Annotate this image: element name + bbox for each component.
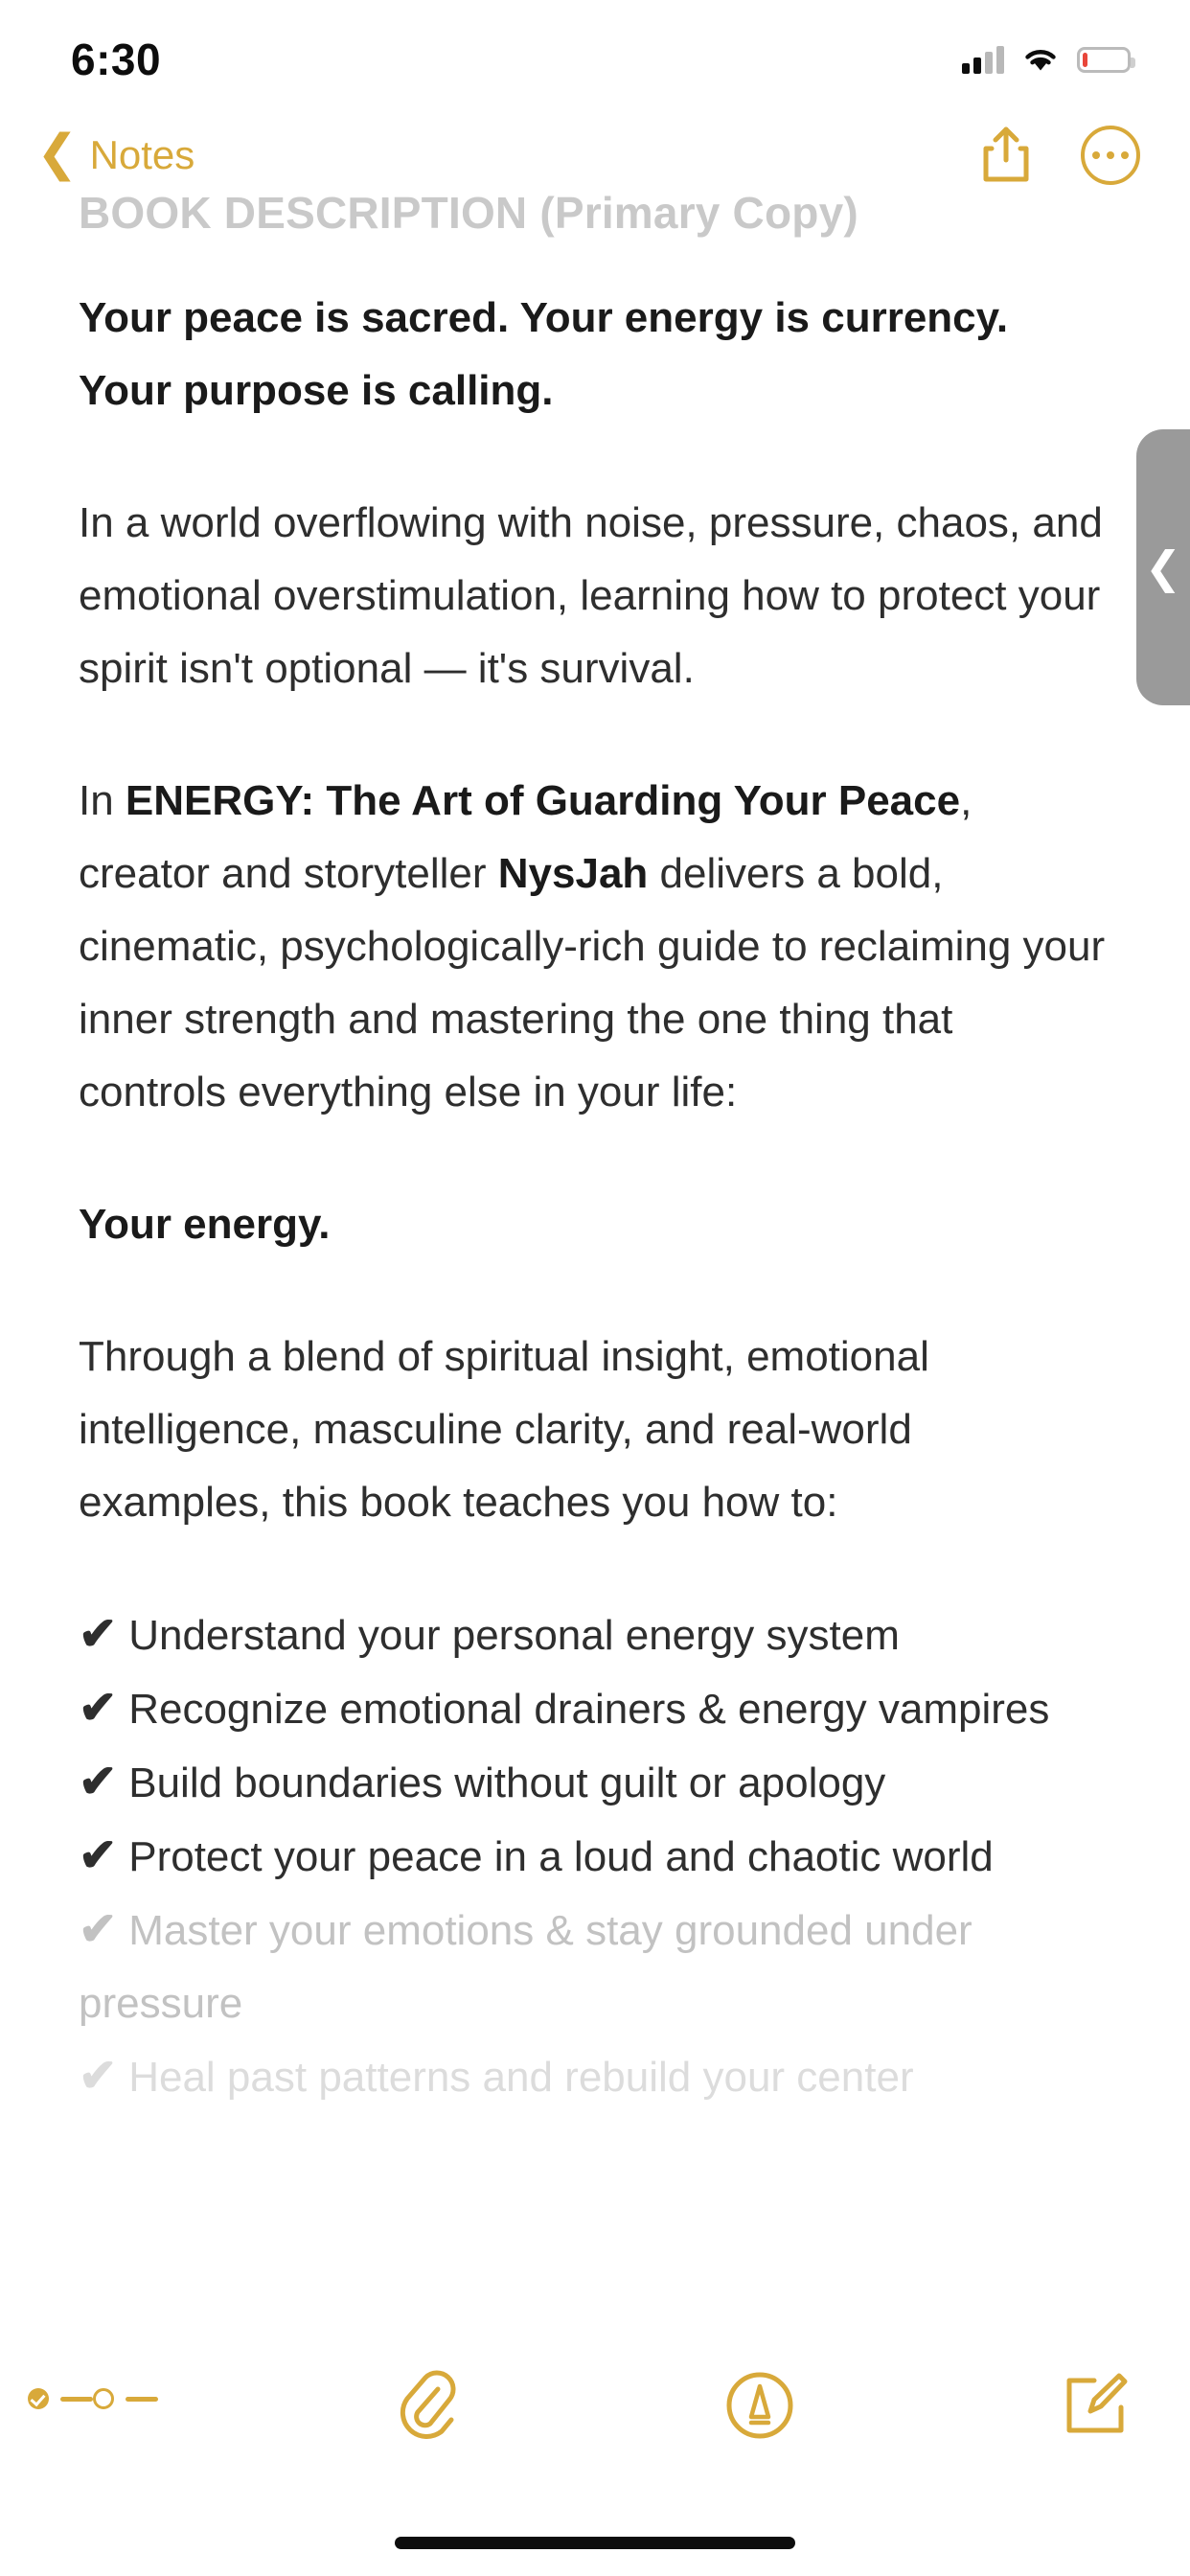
battery-low-icon [1077,47,1131,73]
list-item-label: Protect your peace in a loud and chaotic world [128,1832,994,1880]
wifi-icon [1021,45,1060,74]
list-item [79,1820,1111,1894]
more-options-icon[interactable] [1081,126,1140,185]
note-checklist [79,1598,1111,2114]
list-item [79,1672,1111,1746]
status-bar [0,0,1190,105]
chevron-left-icon: ❮ [1144,542,1182,592]
list-item [79,1894,1111,2040]
markup-pen-icon[interactable] [725,2371,794,2440]
share-icon[interactable] [979,126,1033,185]
list-item [79,2040,1111,2114]
note-content[interactable] [0,182,1190,2415]
note-paragraph-4: Through a blend of spiritual insight, emotional intelligence, masculine clarity, and real-world examples, this book teaches you how to: [79,1332,929,1526]
cellular-signal-icon [962,45,1004,74]
checklist-icon[interactable] [59,2375,126,2436]
check-icon: ✔ [79,1903,118,1955]
home-indicator [395,2537,795,2549]
check-icon: ✔ [79,1756,118,1807]
back-to-notes-button[interactable] [36,126,195,181]
p2-pre: In [79,776,126,824]
list-item-label: Heal past patterns and rebuild your center [128,2053,914,2101]
status-indicators [962,45,1131,74]
note-title: BOOK DESCRIPTION (Primary Copy) [79,188,858,238]
note-body [79,282,1111,2114]
note-paragraph-lead: Your peace is sacred. Your energy is currency. Your purpose is calling. [79,293,1009,414]
list-item [79,1746,1111,1820]
list-item-label: Understand your personal energy system [128,1611,900,1659]
paperclip-icon[interactable] [394,2370,457,2441]
chevron-left-icon: ❮ [36,126,79,181]
note-toolbar [0,2348,1190,2463]
check-icon: ✔ [79,1608,118,1660]
list-item [79,1598,1111,1672]
list-item-label: Recognize emotional drainers & energy vampires [128,1685,1050,1733]
note-paragraph-2 [79,765,1111,1129]
p2-mid: , creator and storyteller [79,776,973,897]
list-item-label: Master your emotions & stay grounded under pressure [79,1906,973,2027]
p2-author-name: NysJah [497,849,649,897]
status-time: 6:30 [71,34,162,84]
check-icon: ✔ [79,2050,118,2102]
note-paragraph-1: In a world overflowing with noise, pressure, chaos, and emotional overstimulation, learning how to protect your spirit isn't optional — it's survival. [79,498,1103,692]
p2-post: delivers a bold, cinematic, psychologically-rich guide to reclaiming your inner strength and mastering the one thing that controls everything else in your life: [79,849,1106,1116]
list-item-label: Build boundaries without guilt or apology [128,1759,886,1806]
note-paragraph-3: Your energy. [79,1200,331,1248]
side-drawer-handle[interactable] [1136,429,1190,705]
p2-book-title: ENERGY: The Art of Guarding Your Peace [125,776,961,824]
check-icon: ✔ [79,1829,118,1881]
compose-new-note-icon[interactable] [1062,2371,1131,2440]
back-button-label: Notes [89,132,195,177]
check-icon: ✔ [79,1682,118,1734]
